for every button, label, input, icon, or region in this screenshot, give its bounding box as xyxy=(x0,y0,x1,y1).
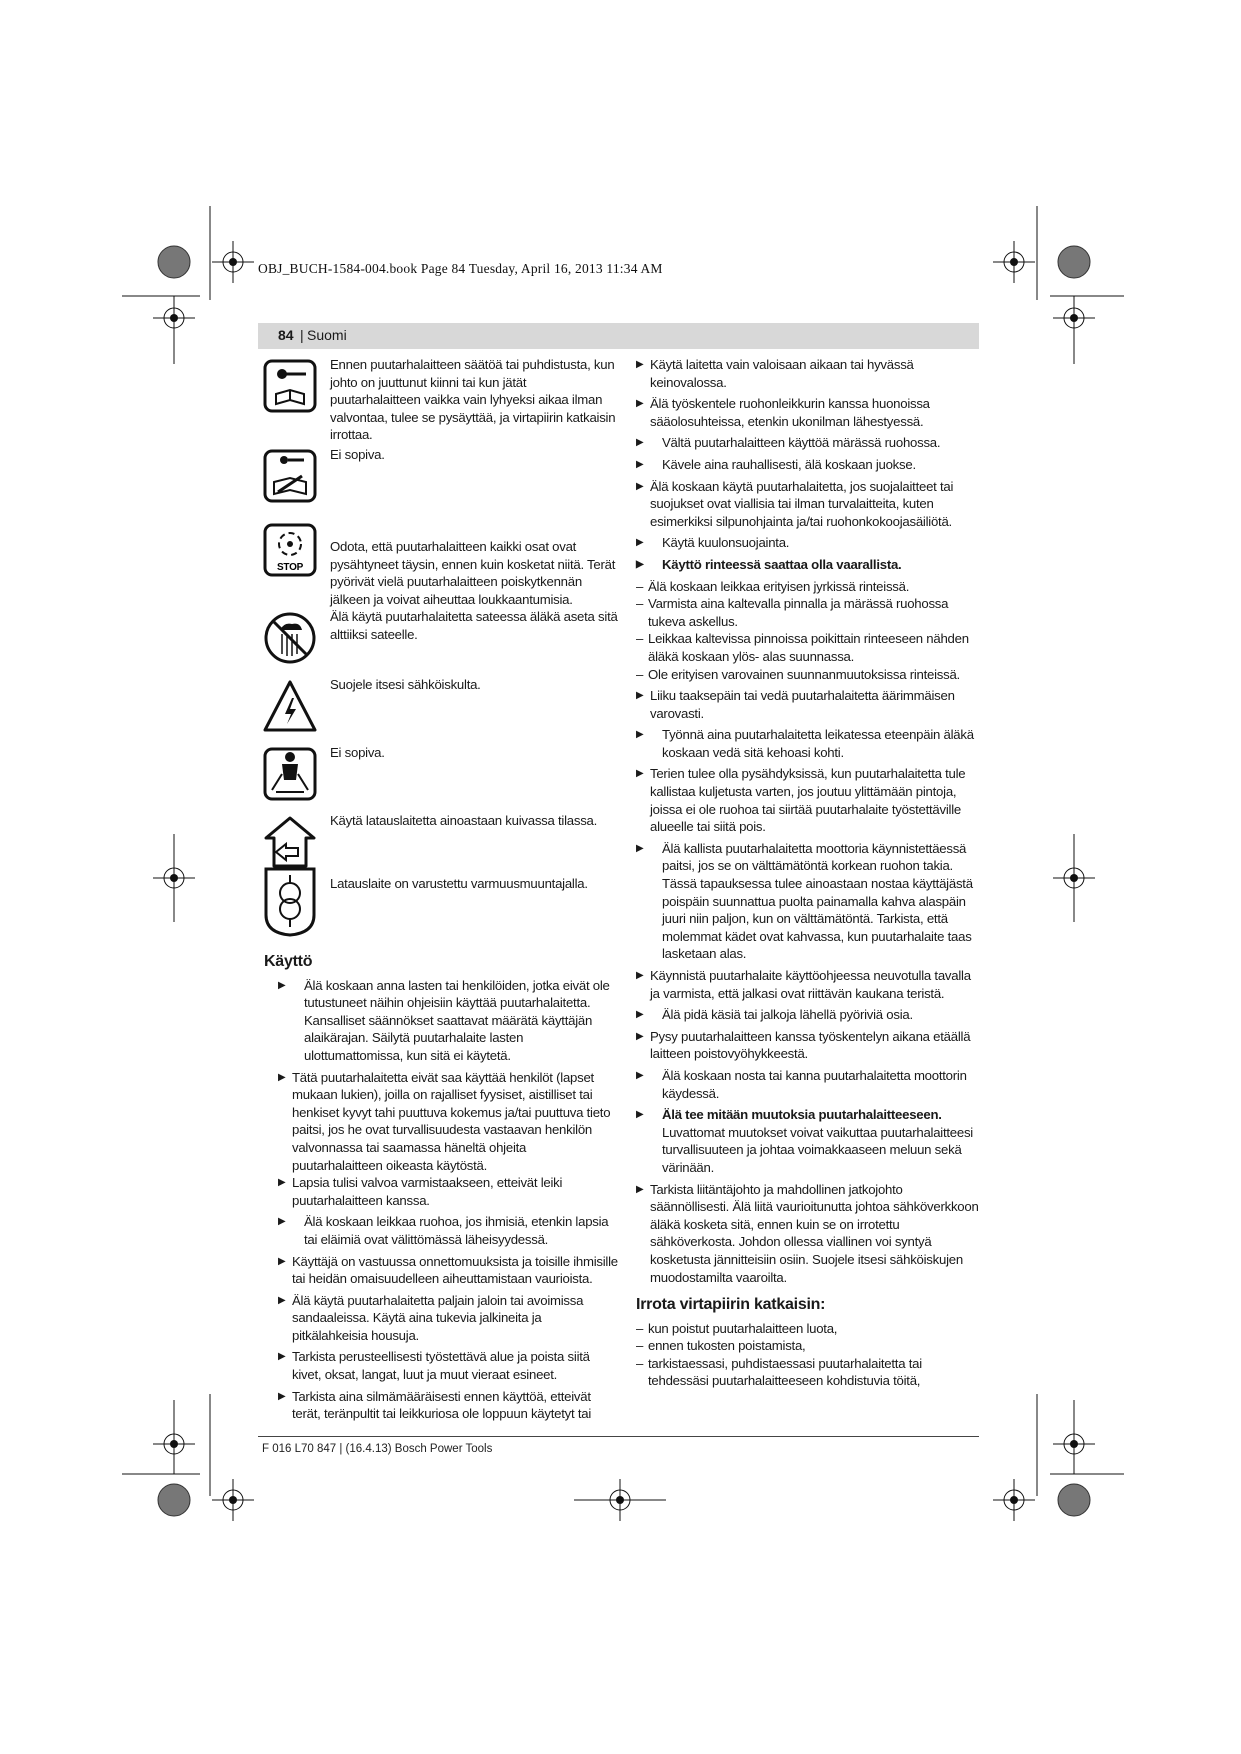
running-head-separator: | xyxy=(300,327,304,343)
dash-item: – Älä koskaan leikkaa erityisen jyrkissä rinteissä. xyxy=(636,578,981,596)
symbol-row xyxy=(278,446,618,520)
section-title-irrota: Irrota virtapiirin katkaisin: xyxy=(636,1296,826,1314)
list-item-text: Luvattomat muutokset voivat vaikuttaa puutarhalaitteesi turvallisuuteen ja johtaa voimakkaaseen meluun sekä värinään. xyxy=(662,1124,973,1175)
file-header: OBJ_BUCH-1584-004.book Page 84 Tuesday, April 16, 2013 11:34 AM xyxy=(258,261,663,276)
symbol-row xyxy=(278,676,618,744)
symbol-text: Ennen puutarhalaitteen säätöä tai puhdistusta, kun johto on juuttunut kiinni tai kun jätät puutarhalaitteen vaikka vain lyhyeksi aikaa ilman valvontaa, tulee se pysäyttää, ja virtapiirin katkaisin irrottaa. xyxy=(330,357,616,443)
list-item: ▶ Käynnistä puutarhalaite käyttöohjeessa neuvotulla tavalla ja varmista, että jalkasi ovat riittävän kaukana teristä. xyxy=(636,967,981,1002)
dash-item: – ennen tukosten poistamista, xyxy=(636,1337,981,1355)
symbol-text: Latauslaite on varustettu varmuusmuuntajalla. xyxy=(330,876,588,891)
symbol-row xyxy=(278,812,618,869)
unplug-manual-icon xyxy=(262,358,318,414)
list-item: ▶ Älä pidä käsiä tai jalkoja lähellä pyöriviä osia. xyxy=(636,1006,981,1024)
footer: F 016 L70 847 | (16.4.13) Bosch Power Tools xyxy=(262,1443,493,1455)
symbol-text: Suojele itsesi sähköiskulta. xyxy=(330,677,481,692)
list-item: ▶ Tarkista liitäntäjohto ja mahdollinen jatkojohto säännöllisesti. Älä liitä vaurioitunutta johtoa sähköverkkoon äläkä kosketa sitä, ennen kuin se on irrotettu sähköverkosta. Johdon ollessa viallinen voi syntyä kosketusta jännitteisiin osiin. Suojele itsesi sähköiskujen muodostamilta vaaroilta. xyxy=(636,1181,981,1287)
list-item: ▶ Vältä puutarhalaitteen käyttöä märässä ruohossa. xyxy=(636,434,981,452)
page-number: 84 xyxy=(278,327,294,343)
dash-item: – Leikkaa kaltevissa pinnoissa poikittain rinteeseen nähden äläkä koskaan ylös- alas suunnassa. xyxy=(636,630,981,665)
indoor-charger-icon xyxy=(262,814,318,870)
list-item: ▶ Älä työskentele ruohonleikkurin kanssa huonoissa sääolosuhteissa, etenkin ukonilman lähestyessä. xyxy=(636,395,981,430)
symbol-text: Älä käytä puutarhalaitetta sateessa äläkä aseta sitä alttiiksi sateelle. xyxy=(330,609,618,642)
symbol-text: Odota, että puutarhalaitteen kaikki osat ovat pysähtyneet täysin, ennen kuin kosketat niitä. Terät pyörivät vielä puutarhalaitteen poiskytkennän jälkeen ja voivat aiheuttaa loukkaantumisia. xyxy=(330,539,616,607)
symbol-row xyxy=(278,608,618,676)
symbol-text: Ei sopiva. xyxy=(330,745,385,760)
dash-item: – Varmista aina kaltevalla pinnalla ja märässä ruohossa tukeva askellus. xyxy=(636,595,981,630)
rotating-blade-stop-icon xyxy=(262,522,318,578)
electric-shock-warning-icon xyxy=(262,678,318,734)
dash-item: – kun poistut puutarhalaitteen luota, xyxy=(636,1320,981,1338)
svg-text:STOP: STOP xyxy=(276,562,304,573)
list-item-text: Lapsia tulisi valvoa varmistaakseen, etteivät leiki puutarhalaitteen kanssa. xyxy=(292,1175,563,1208)
list-item-bold-lead: Älä tee mitään muutoksia puutarhalaitteeseen. xyxy=(662,1107,942,1123)
list-item: ▶ Käytä laitetta vain valoisaan aikaan tai hyvässä keinovalossa. xyxy=(636,356,981,391)
list-item-continuation xyxy=(278,1174,618,1209)
list-item: ▶ Työnnä aina puutarhalaitetta leikatessa eteenpäin äläkä koskaan vedä sitä kehoasi kohti. xyxy=(636,726,981,761)
running-head xyxy=(258,323,979,349)
list-item: ▶ Terien tulee olla pysähdyksissä, kun puutarhalaitetta tule kallistaa kuljetusta varten, jos joutuu ylittämään pintoja, joissa ei ole ruohoa tai siirtää puutarhalaite työstettäville alueelle tai siitä pois. xyxy=(636,765,981,835)
list-item: ▶ Tarkista aina silmämääräisesti ennen käyttöä, etteivät terät, teränpultit tai leikkuriosa ole loppuun käytetyt tai xyxy=(278,1388,618,1422)
list-item: ▶ Älä koskaan nosta tai kanna puutarhalaitetta moottorin käydessä. xyxy=(636,1067,981,1102)
list-item-bold: ▶ Käyttö rinteessä saattaa olla vaarallista. xyxy=(636,556,981,574)
running-head-language: Suomi xyxy=(307,327,347,343)
left-column xyxy=(264,356,618,1426)
symbol-text: Käytä latauslaitetta ainoastaan kuivassa tilassa. xyxy=(330,813,598,828)
list-item: ▶ Älä koskaan anna lasten tai henkilöiden, jotka eivät ole tutustuneet näihin ohjeisiin käyttää puutarhalaitetta. Kansalliset säännökset saattavat määrätä käyttäjän alaikärajan. Säilytä puutarhalaite lasten ulottumattomissa, kun sitä ei käytetä. xyxy=(278,977,618,1065)
no-rain-icon xyxy=(262,610,318,666)
section-title-kaytto: Käyttö xyxy=(264,953,313,970)
list-item: ▶ Kävele aina rauhallisesti, älä koskaan juokse. xyxy=(636,456,981,474)
safety-transformer-icon xyxy=(262,865,318,937)
list-item: ▶ Tätä puutarhalaitetta eivät saa käyttää henkilöt (lapset mukaan lukien), joilla on rajalliset fyysiset, aistilliset tai henkiset kyvyt tahi puuttuva kokemus ja/tai puuttuva tieto paitsi, jos he ovat turvallisuudesta vastaavan henkilön valvonnassa tai saamassa häneltä ohjeita puutarhalaitteen oikeasta käytöstä. xyxy=(278,1069,618,1175)
list-item: ▶ Älä kallista puutarhalaitetta moottoria käynnistettäessä paitsi, jos se on välttämätöntä korkean ruohon takia. Tässä tapauksessa tulee ainoastaan nostaa käyttäjästä poispäin suunnattua puolta painamalla kahva alaspäin juuri niin paljon, kun on välttämätöntä. Tarkista, että molemmat kädet ovat kahvassa, kun puutarhalaite taas lasketaan alas. xyxy=(636,840,981,963)
not-suitable-icon xyxy=(262,448,318,504)
list-item: ▶ Älä koskaan leikkaa ruohoa, jos ihmisiä, etenkin lapsia tai eläimiä ovat välittömässä läheisyydessä. xyxy=(278,1213,618,1248)
symbol-text: Ei sopiva. xyxy=(330,447,385,462)
right-column xyxy=(636,356,981,1390)
list-item: ▶ Tarkista perusteellisesti työstettävä alue ja poista siitä kivet, oksat, langat, luut ja muut vieraat esineet. xyxy=(278,1348,618,1383)
list-item: ▶ Käytä kuulonsuojainta. xyxy=(636,534,981,552)
symbol-row xyxy=(278,356,618,446)
list-item: ▶ Pysy puutarhalaitteen kanssa työskentelyn aikana etäällä laitteen poistovyöhykkeestä. xyxy=(636,1028,981,1063)
symbol-row xyxy=(278,520,618,608)
list-item xyxy=(636,1106,981,1176)
symbol-row xyxy=(278,744,618,812)
footer-rule xyxy=(258,1436,979,1437)
dash-item: – tarkistaessasi, puhdistaessasi puutarhalaitetta tai tehdessäsi puutarhalaitteeseen kohdistuvia töitä, xyxy=(636,1355,981,1390)
list-item: ▶ Älä käytä puutarhalaitetta paljain jaloin tai avoimissa sandaaleissa. Käytä aina tukevia jalkineita ja pitkälahkeisia housuja. xyxy=(278,1292,618,1345)
list-item: ▶ Älä koskaan käytä puutarhalaitetta, jos suojalaitteet tai suojukset ovat viallisia tai ilman turvalaitteita, kuten esimerkiksi silpunohjainta ja/tai ruohonkokoojasäiliötä. xyxy=(636,478,981,531)
symbol-row xyxy=(278,869,618,949)
list-item: ▶ Liiku taaksepäin tai vedä puutarhalaitetta äärimmäisen varovasti. xyxy=(636,687,981,722)
list-item: ▶ Käyttäjä on vastuussa onnettomuuksista ja toisille ihmisille tai heidän omaisuudelleen aiheuttamistaan vaurioista. xyxy=(278,1253,618,1288)
dash-item: – Ole erityisen varovainen suunnanmuutoksissa rinteissä. xyxy=(636,666,981,684)
not-suitable-person-icon xyxy=(262,746,318,802)
